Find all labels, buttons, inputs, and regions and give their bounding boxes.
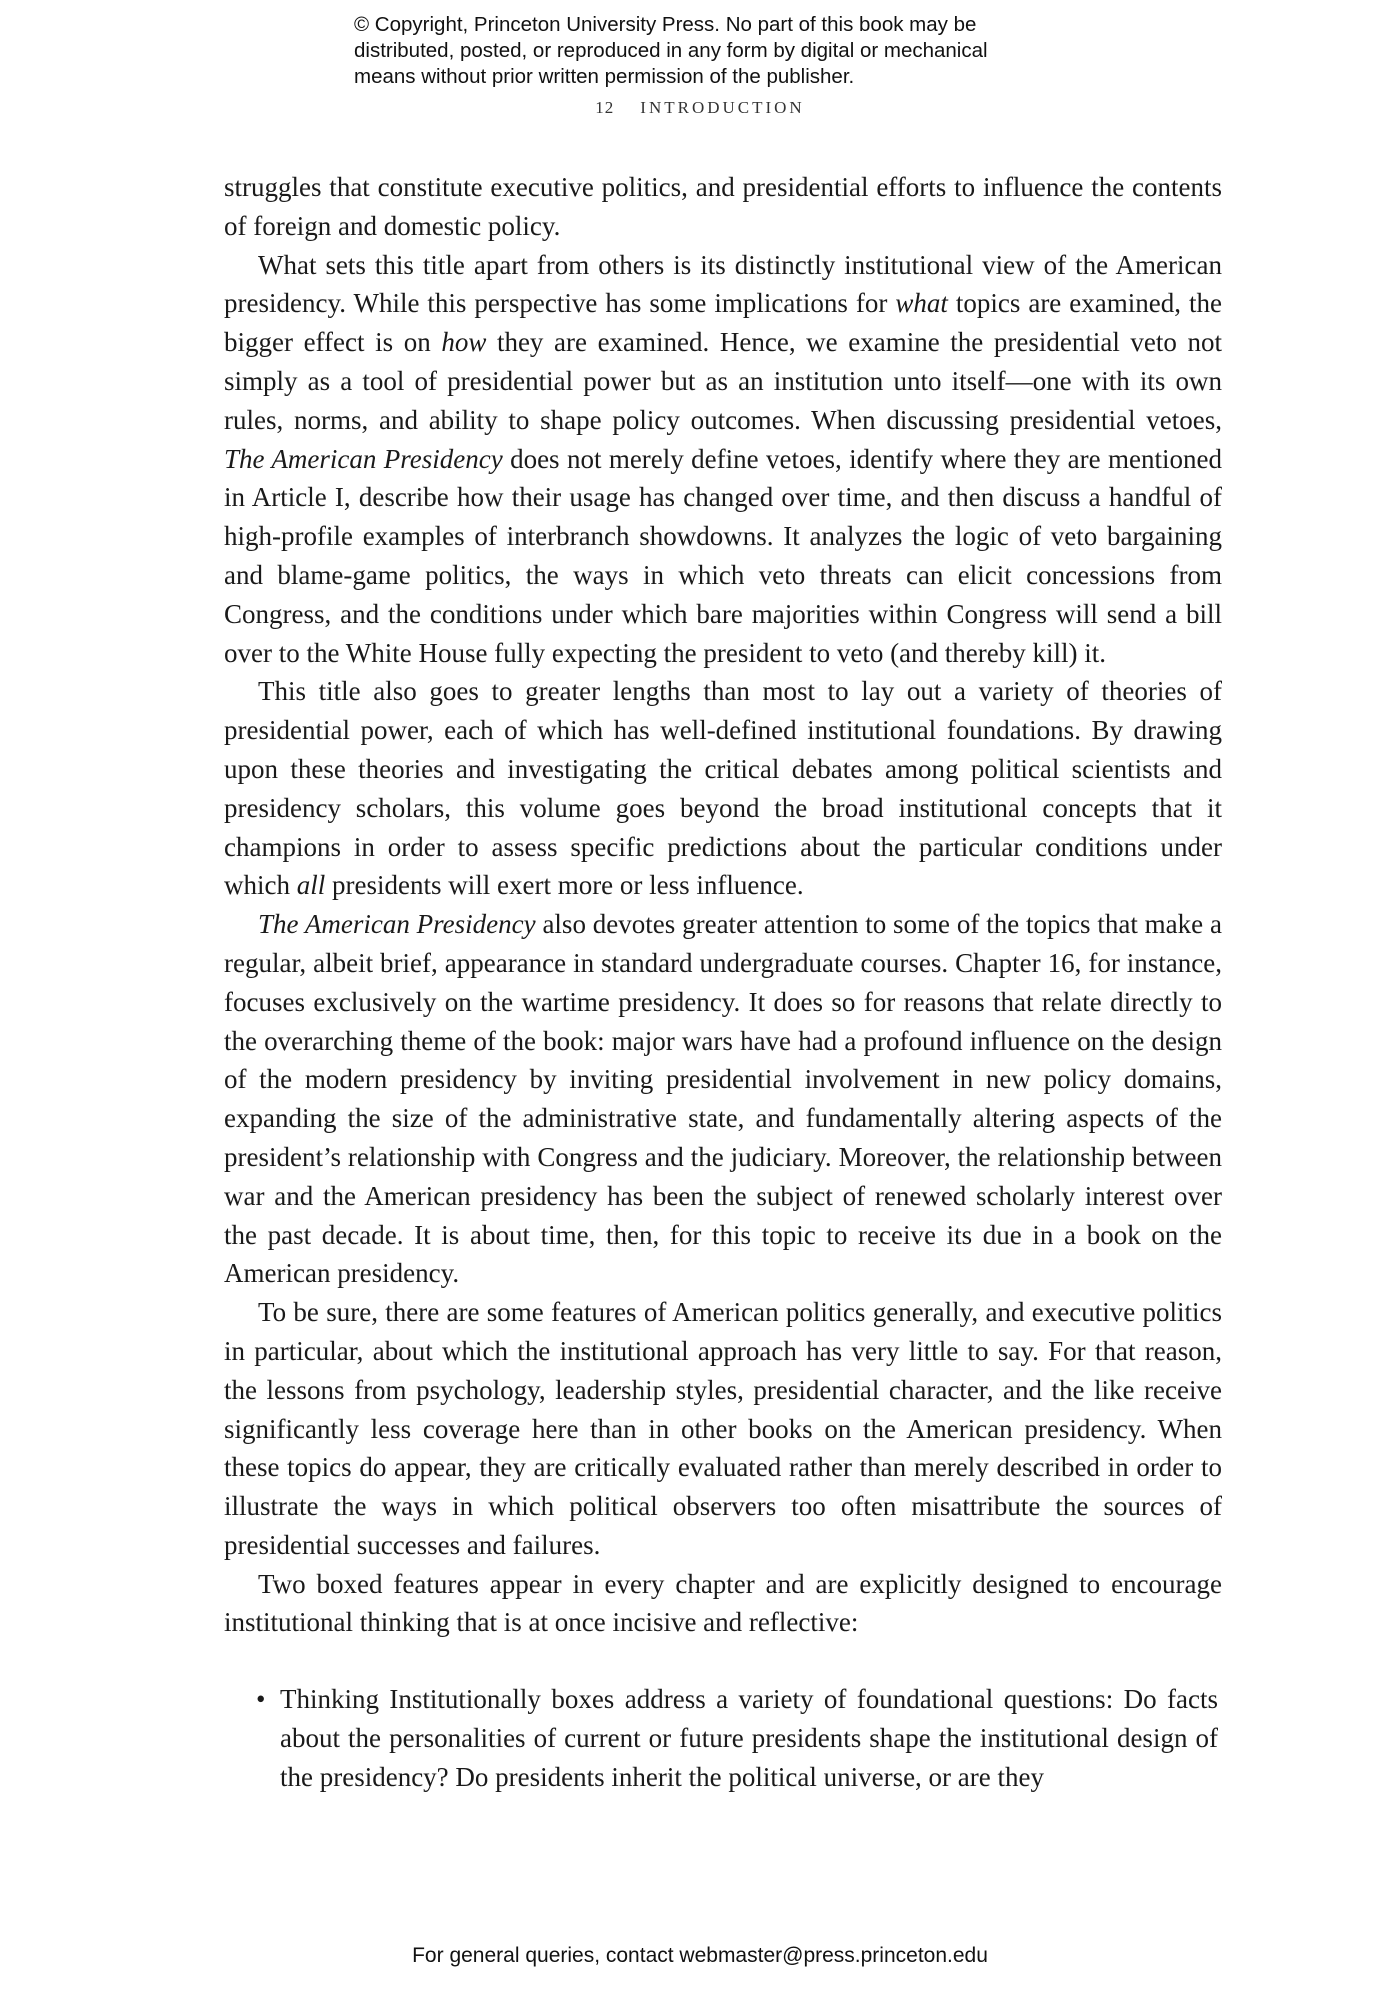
bullet-icon: •: [256, 1684, 266, 1715]
running-head: [0, 98, 1400, 118]
paragraph-text: struggles that constitute executive politics, and presidential efforts to influence the contents of foreign and domestic policy.: [224, 172, 1222, 241]
paragraph-text: topics are examined, the bigger effect is on: [224, 288, 1222, 358]
paragraph: [224, 246, 1222, 673]
emphasis-text: all: [296, 870, 326, 901]
paragraph: [224, 1293, 1222, 1565]
emphasis-text: how: [441, 327, 487, 358]
paragraph: [224, 1565, 1222, 1643]
feature-list: [224, 1680, 1222, 1796]
paragraph: [224, 672, 1222, 905]
paragraph-text: does not merely define vetoes, identify where they are mentioned in Article I, describe how their usage has changed over time, and then discuss a handful of high-profile examples of interbranch showdowns. It analyzes the logic of veto bargaining and blame-game politics, the ways in which veto threats can elicit concessions from Congress, and the conditions under which bare majorities within Congress will send a bill over to the White House fully expecting the president to veto (and thereby kill) it.: [224, 443, 1222, 668]
body-text: [224, 168, 1222, 1797]
page-number: 12: [595, 98, 615, 117]
paragraph-text: To be sure, there are some features of American politics generally, and executive politics in particular, about which the institutional approach has very little to say. For that reason, the lessons from psychology, leadership styles, presidential character, and the like receive significantly less coverage here than in other books on the American presidency. When these topics do appear, they are critically evaluated rather than merely described in order to illustrate the ways in which political observers too often misattribute the sources of presidential successes and failures.: [224, 1297, 1222, 1560]
list-item-text: Thinking Institutionally boxes address a variety of foundational questions: Do facts about the personalities of current or future presidents shape the institutional design of the presidency? Do presidents inherit the political universe, or are they: [280, 1684, 1218, 1792]
emphasis-text: what: [895, 288, 948, 319]
paragraph-text: What sets this title apart from others is its distinctly institutional view of the American presidency. While this perspective has some implications for: [224, 249, 1222, 319]
list-item: [224, 1680, 1222, 1796]
copyright-line: means without prior written permission of the publisher.: [354, 65, 855, 88]
copyright-line: © Copyright, Princeton University Press. No part of this book may be: [354, 13, 977, 36]
book-title: The American Presidency: [224, 443, 503, 474]
copyright-notice: [354, 12, 1074, 90]
paragraph-text: also devotes greater attention to some of the topics that make a regular, albeit brief, appearance in standard undergraduate courses. Chapter 16, for instance, focuses exclusively on the wartime presidency. It does so for reasons that relate directly to the overarching theme of the book: major wars have had a profound influence on the design of the modern presidency by inviting presidential involvement in new policy domains, expanding the size of the administrative state, and fundamentally altering aspects of the president’s relationship with Congress and the judiciary. Moreover, the relationship between war and the American presidency has been the subject of renewed scholarly interest over the past decade. It is about time, then, for this topic to receive its due in a book on the American presidency.: [224, 909, 1222, 1289]
book-title: The American Presidency: [258, 909, 536, 940]
paragraph-text: presidents will exert more or less influence.: [325, 870, 804, 901]
paragraph-text: This title also goes to greater lengths than most to lay out a variety of theories of presidential power, each of which has well-defined institutional foundations. By drawing upon these theories and investigating the critical debates among political scientists and presidency scholars, this volume goes beyond the broad institutional concepts that it champions in order to assess specific predictions about the particular conditions under which: [224, 676, 1222, 901]
paragraph-text: they are examined. Hence, we examine the presidential veto not simply as a tool of presidential power but as an institution unto itself—one with its own rules, norms, and ability to shape policy outcomes. When discussing presidential vetoes,: [224, 327, 1223, 435]
paragraph-text: Two boxed features appear in every chapter and are explicitly designed to encourage institutional thinking that is at once incisive and reflective:: [224, 1568, 1222, 1638]
paragraph: [224, 168, 1222, 246]
paragraph: [224, 905, 1222, 1293]
section-title: INTRODUCTION: [640, 98, 805, 117]
footer-contact: For general queries, contact webmaster@press.princeton.edu: [412, 1944, 988, 1967]
copyright-line: distributed, posted, or reproduced in any form by digital or mechanical: [354, 39, 988, 62]
